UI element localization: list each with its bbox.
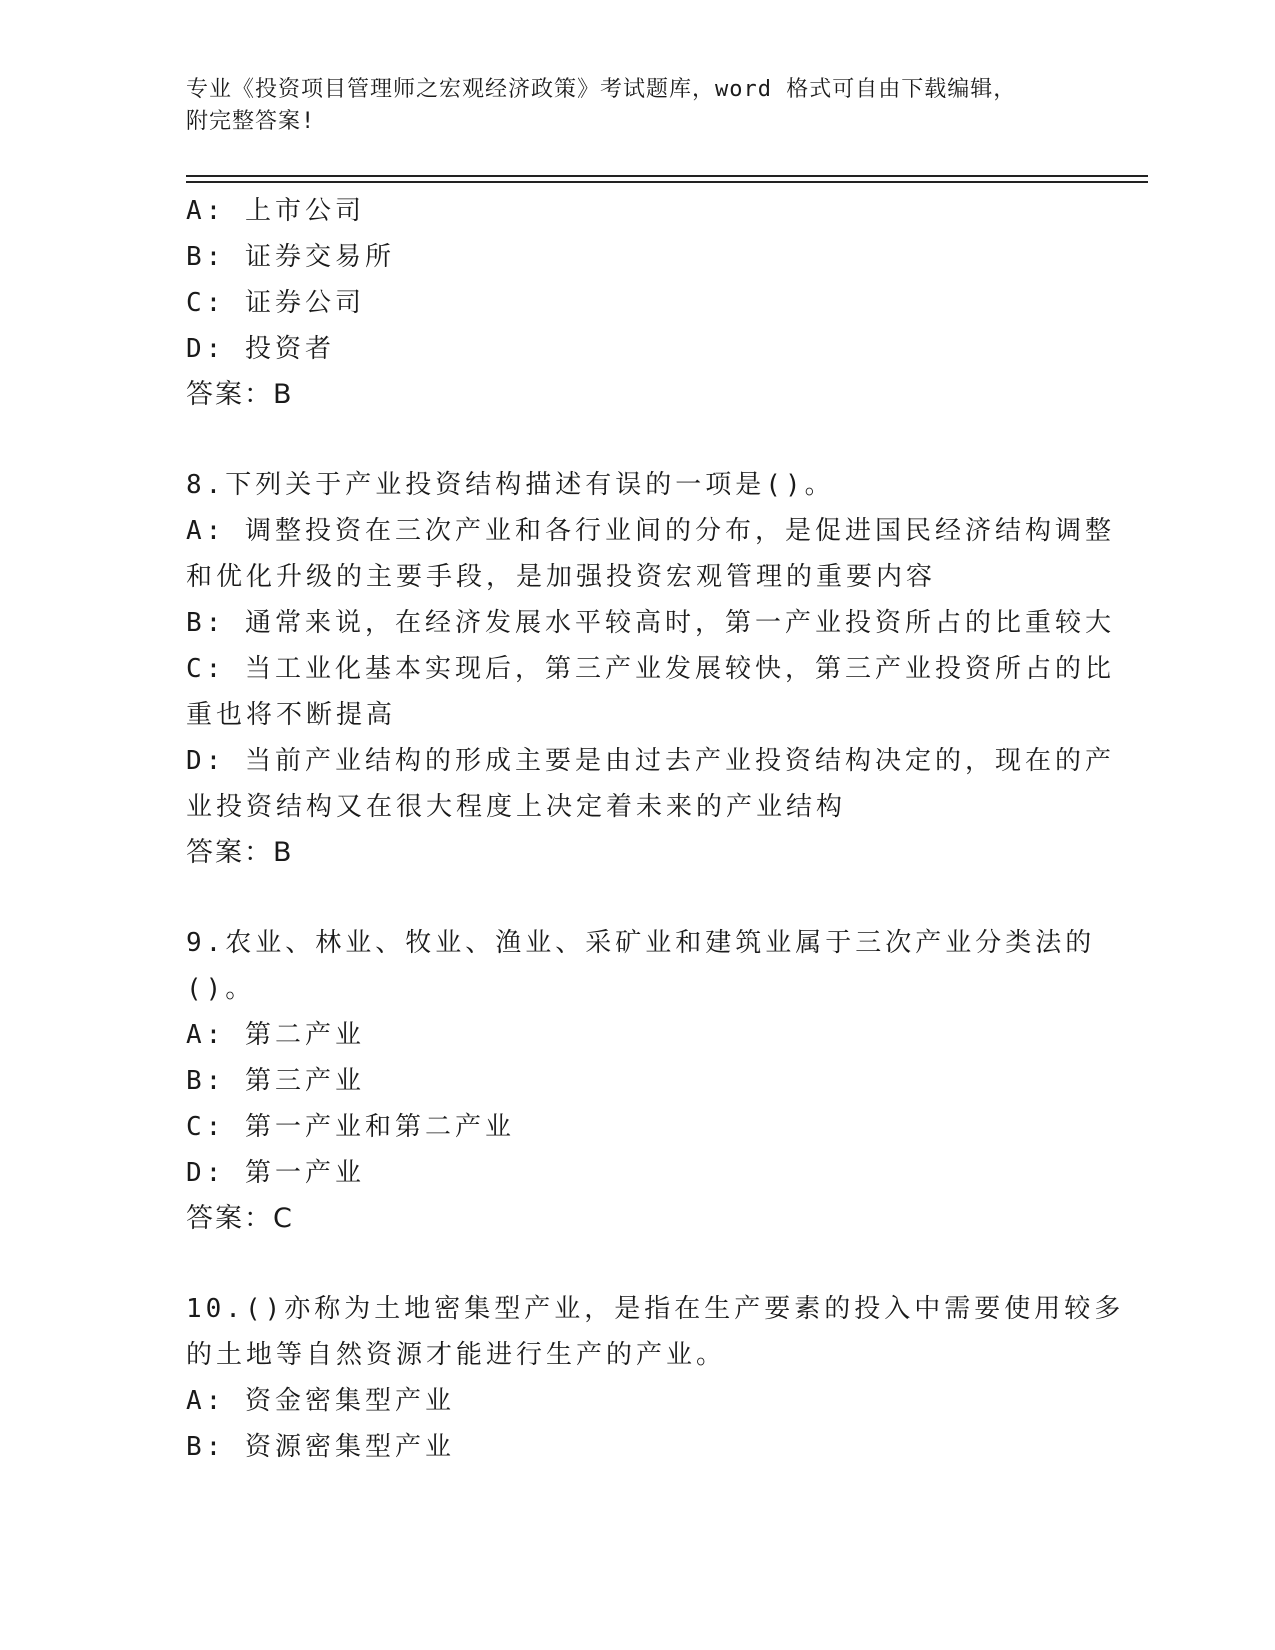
document-header	[186, 74, 1066, 138]
block-spacer	[186, 1242, 1086, 1286]
question-stem: 9.农业、林业、牧业、渔业、采矿业和建筑业属于三次产业分类法的	[186, 928, 1096, 958]
header-line-1: 专业《投资项目管理师之宏观经济政策》考试题库，word 格式可自由下载编辑，	[186, 77, 1017, 102]
option-line: D: 当前产业结构的形成主要是由过去产业投资结构决定的，现在的产	[186, 746, 1115, 776]
question-block	[186, 920, 1096, 1242]
option-line: D: 第一产业	[186, 1158, 365, 1188]
option-line: A: 资金密集型产业	[186, 1386, 455, 1416]
option-line: B: 资源密集型产业	[186, 1432, 455, 1462]
header-line-2: 附完整答案!	[186, 109, 316, 134]
answer-line: 答案：C	[186, 1203, 294, 1234]
option-line: A: 调整投资在三次产业和各行业间的分布，是促进国民经济结构调整	[186, 516, 1115, 546]
option-line: C: 当工业化基本实现后，第三产业发展较快，第三产业投资所占的比	[186, 654, 1115, 684]
option-line: A: 第二产业	[186, 1020, 365, 1050]
option-line: D: 投资者	[186, 334, 335, 364]
option-line: B: 证券交易所	[186, 242, 395, 272]
question-stem: 10.()亦称为土地密集型产业，是指在生产要素的投入中需要使用较多	[186, 1294, 1125, 1324]
question-block	[186, 1286, 1125, 1470]
question-content	[186, 188, 1125, 1470]
option-line-continued: 和优化升级的主要手段，是加强投资宏观管理的重要内容	[186, 562, 937, 592]
option-line: C: 证券公司	[186, 288, 365, 318]
block-spacer	[186, 418, 1086, 462]
question-block	[186, 462, 1115, 876]
question-stem-continued: ()。	[186, 974, 256, 1004]
block-spacer	[186, 876, 1086, 920]
option-line: C: 第一产业和第二产业	[186, 1112, 515, 1142]
question-stem-continued: 的土地等自然资源才能进行生产的产业。	[186, 1340, 727, 1370]
header-divider-bottom	[186, 181, 1148, 183]
option-line-continued: 业投资结构又在很大程度上决定着未来的产业结构	[186, 792, 847, 822]
question-stem: 8.下列关于产业投资结构描述有误的一项是()。	[186, 470, 835, 500]
answer-line: 答案：B	[186, 379, 294, 410]
answer-line: 答案：B	[186, 837, 294, 868]
option-line: A: 上市公司	[186, 196, 365, 226]
option-line-continued: 重也将不断提高	[186, 700, 397, 730]
header-divider-top	[186, 175, 1148, 177]
option-line: B: 第三产业	[186, 1066, 365, 1096]
question-block	[186, 188, 1086, 418]
option-line: B: 通常来说，在经济发展水平较高时，第一产业投资所占的比重较大	[186, 608, 1115, 638]
